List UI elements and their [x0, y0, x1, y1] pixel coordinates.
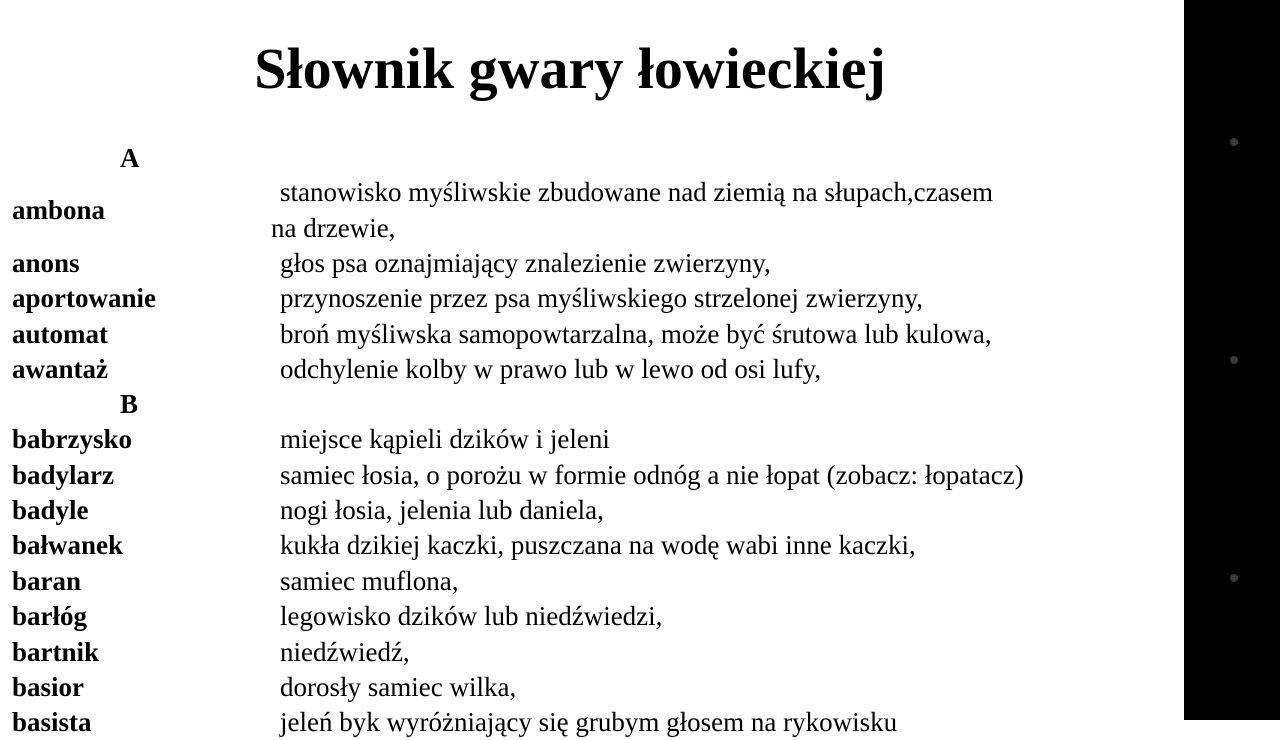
entry-word: bałwanek: [12, 530, 124, 560]
dictionary-entry: [0, 245, 1184, 281]
dictionary-entry: [0, 351, 1184, 387]
dictionary-entry: [0, 634, 1184, 670]
entry-definition: kukła dzikiej kaczki, puszczana na wodę wabi inne kaczki,: [280, 530, 916, 560]
dictionary-entry: [0, 704, 1184, 740]
entry-word: anons: [12, 248, 80, 278]
entry-definition: głos psa oznajmiający znalezienie zwierzyny,: [280, 248, 771, 278]
entry-definition: samiec muflona,: [280, 566, 459, 596]
dictionary-entry: [0, 280, 1184, 316]
dictionary-entry: [0, 527, 1184, 563]
dictionary-entry: [0, 492, 1184, 528]
nav-dot-icon[interactable]: [1230, 138, 1238, 146]
dictionary-entry: [0, 598, 1184, 634]
entry-definition: dorosły samiec wilka,: [280, 672, 517, 702]
entry-word: barłóg: [12, 601, 88, 631]
dictionary-entry: [0, 563, 1184, 599]
dictionary-entry: [0, 421, 1184, 457]
page-title: Słownik gwary łowieckiej: [254, 36, 886, 101]
dictionary-entry: [0, 669, 1184, 705]
entry-definition: samiec łosia, o porożu w formie odnóg a nie łopat (zobacz: łopatacz): [280, 460, 1024, 490]
entry-word: aportowanie: [12, 283, 156, 313]
entry-word: bartnik: [12, 637, 100, 667]
entry-definition-continued: na drzewie,: [271, 213, 396, 243]
navigation-bar: [1184, 0, 1280, 720]
entry-definition: przynoszenie przez psa myśliwskiego strzelonej zwierzyny,: [280, 283, 924, 313]
entry-word: badyle: [12, 495, 89, 525]
entry-word: awantaż: [12, 354, 108, 384]
entry-word: automat: [12, 319, 108, 349]
nav-dot-icon[interactable]: [1230, 574, 1238, 582]
dictionary-entry: [0, 174, 1184, 246]
entry-word: baran: [12, 566, 82, 596]
entry-word: basista: [12, 707, 92, 737]
entry-definition: broń myśliwska samopowtarzalna, może być śrutowa lub kulowa,: [280, 319, 992, 349]
dictionary-entry: [0, 316, 1184, 352]
entry-definition: odchylenie kolby w prawo lub w lewo od osi lufy,: [280, 354, 822, 384]
entry-word: badylarz: [12, 460, 115, 490]
entry-word: babrzysko: [12, 424, 133, 454]
nav-dot-icon[interactable]: [1230, 356, 1238, 364]
section-letter-a: A: [120, 143, 140, 173]
entry-definition: miejsce kąpieli dzików i jeleni: [280, 424, 610, 454]
entry-definition: stanowisko myśliwskie zbudowane nad ziemią na słupach,czasem: [280, 177, 994, 207]
entry-word: basior: [12, 672, 85, 702]
entry-definition: legowisko dzików lub niedźwiedzi,: [280, 601, 663, 631]
entry-definition: niedźwiedź,: [280, 637, 410, 667]
entry-definition: jeleń byk wyróżniający się grubym głosem na rykowisku: [280, 707, 898, 737]
entry-definition: nogi łosia, jelenia lub daniela,: [280, 495, 604, 525]
dictionary-entry: [0, 457, 1184, 493]
section-letter-b: B: [120, 389, 139, 419]
entry-word: ambona: [12, 195, 106, 225]
